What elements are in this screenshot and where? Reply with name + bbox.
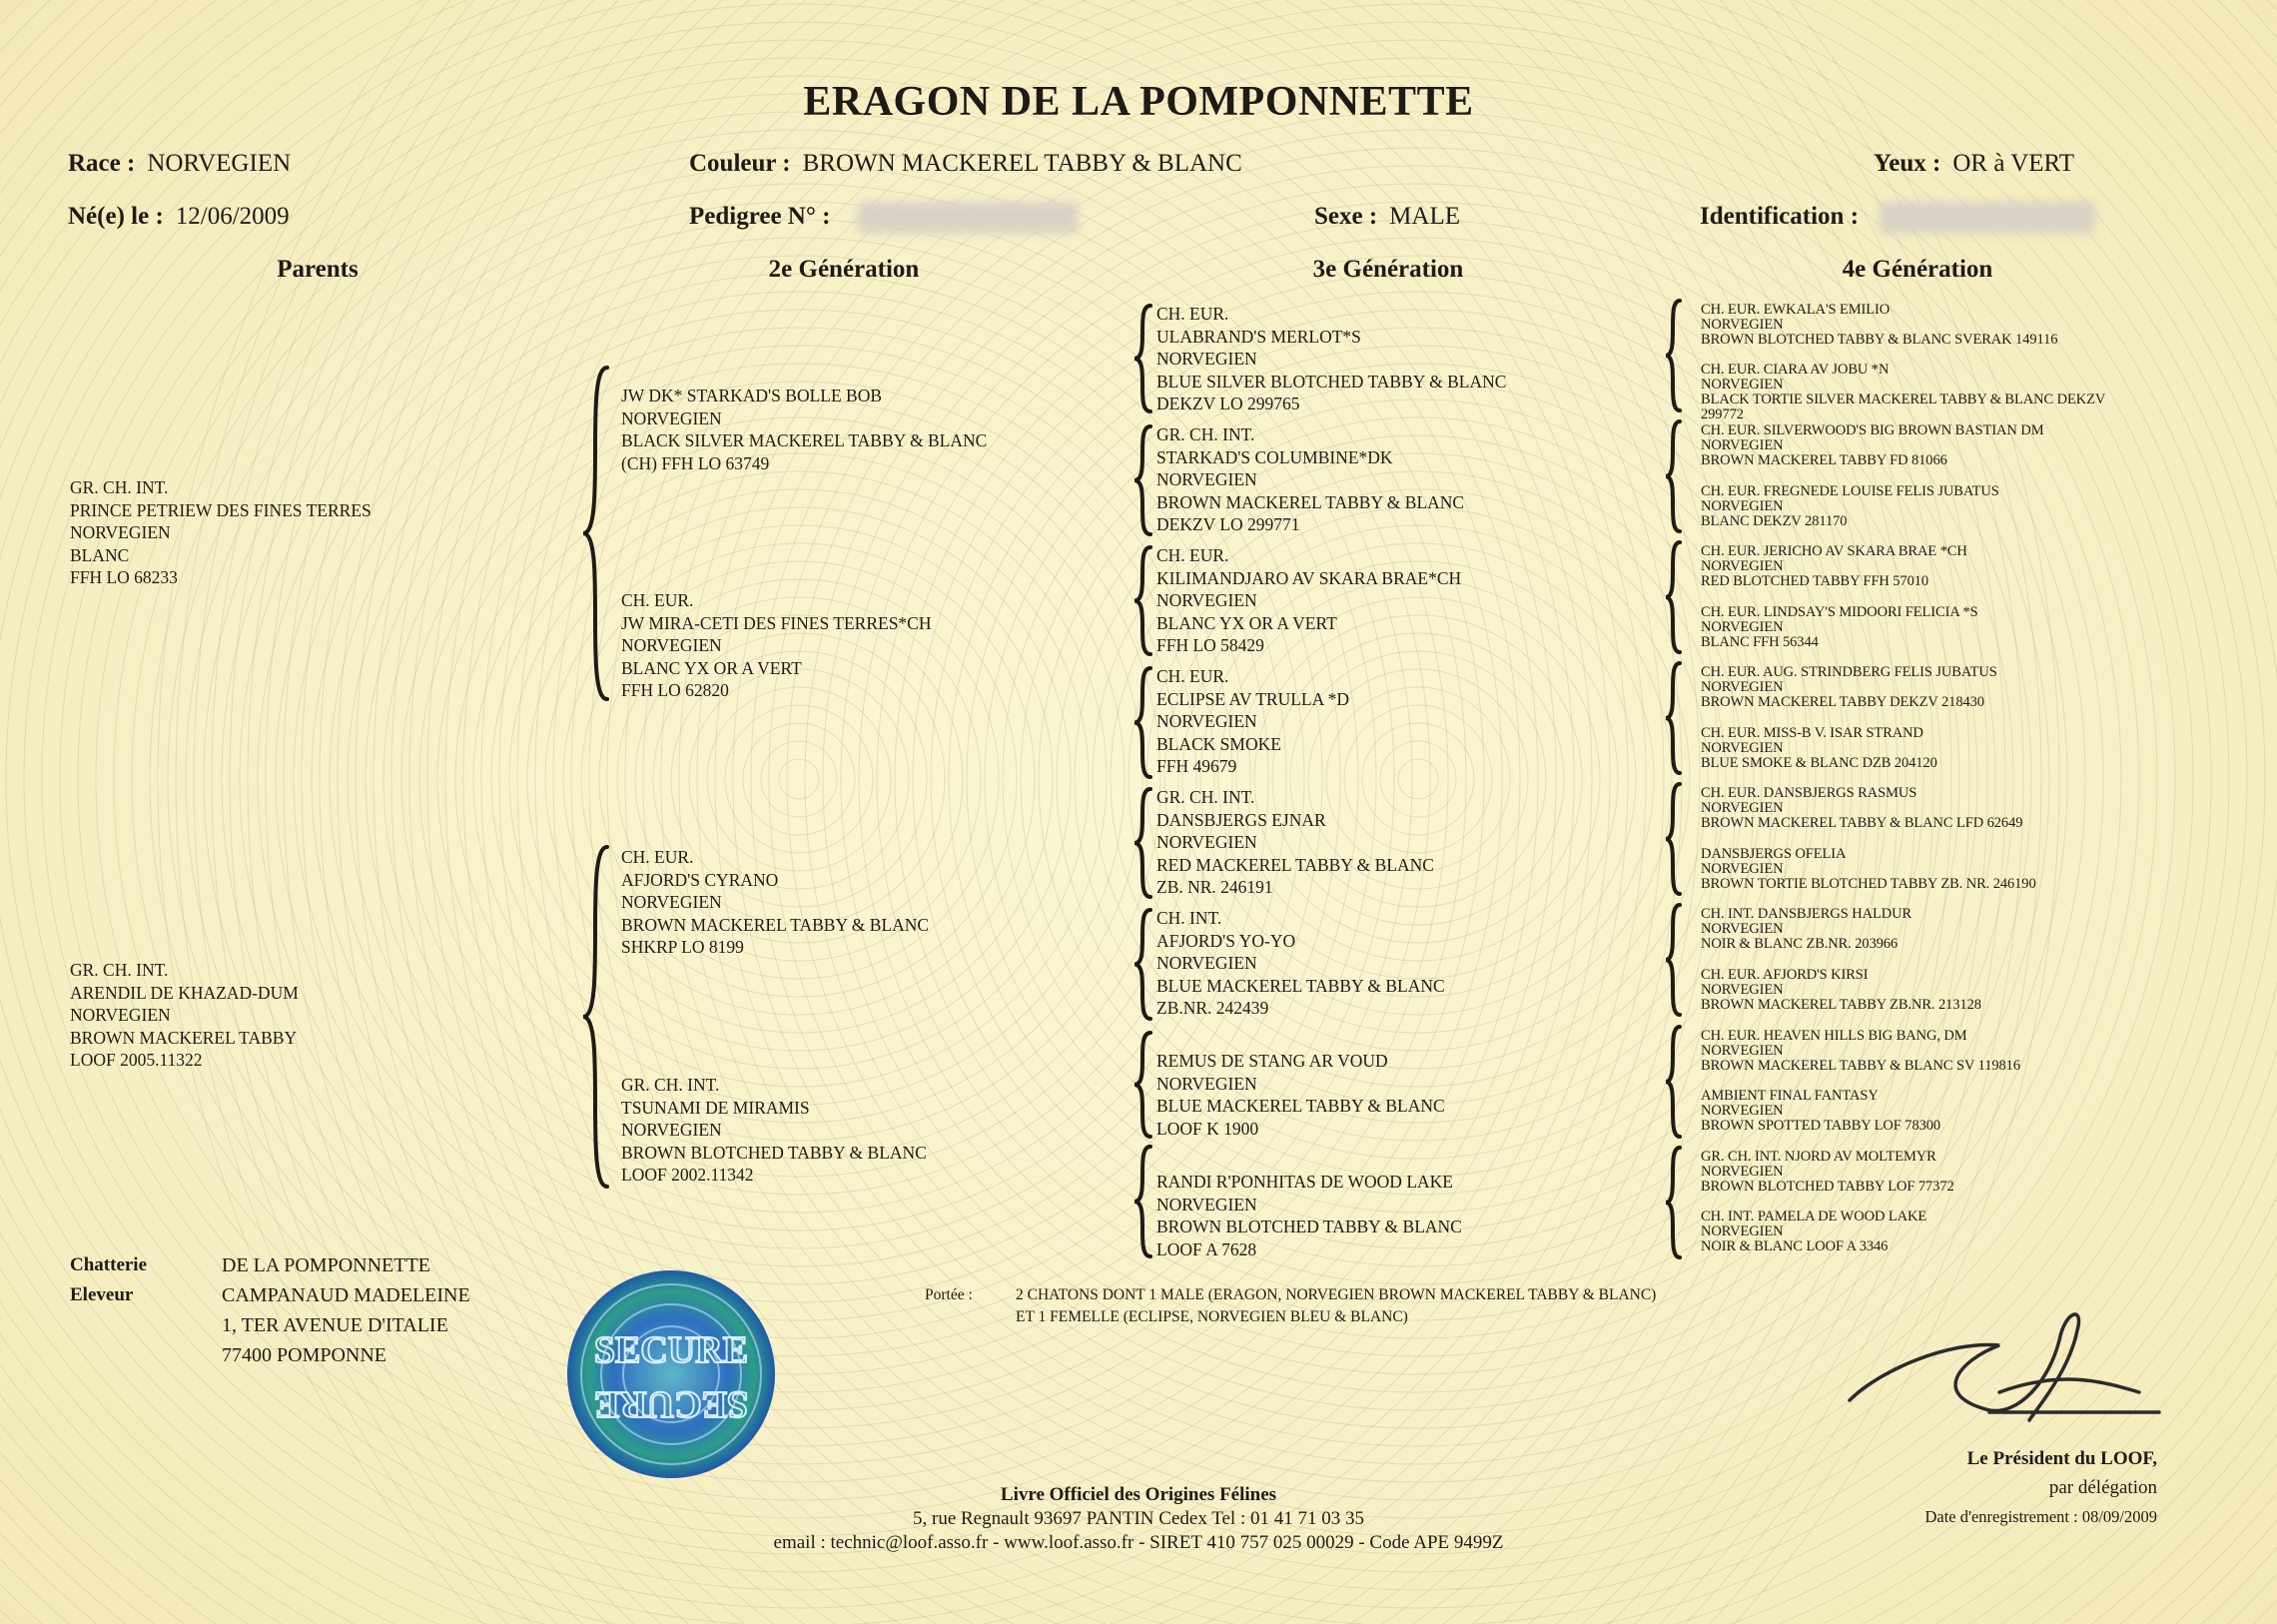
chatterie-value: DE LA POMPONNETTE [222, 1254, 430, 1276]
hologram-security-seal [563, 1266, 779, 1482]
parent-dam: GR. CH. INT. ARENDIL DE KHAZAD-DUM NORVEGIEN BROWN MACKEREL TABBY LOOF 2005.11322 [70, 960, 299, 1070]
brace [1135, 910, 1150, 1019]
footer-organization: Livre Officiel des Origines Félines [1000, 1484, 1277, 1505]
gen4-entry: CH. EUR. HEAVEN HILLS BIG BANG, DM NORVEGIEN BROWN MACKEREL TABBY & BLANC SV 119816 [1701, 1028, 2020, 1074]
brace [1666, 1027, 1680, 1137]
registration-date: Date d'enregistrement : 08/09/2009 [1924, 1507, 2157, 1526]
gen4-entry: CH. EUR. MISS-B V. ISAR STRAND NORVEGIEN BLUE SMOKE & BLANC DZB 204120 [1701, 725, 1937, 771]
gen4-entry: CH. EUR. JERICHO AV SKARA BRAE *CH NORVEGIEN RED BLOTCHED TABBY FFH 57010 [1701, 543, 1967, 589]
gen4-entry: CH. EUR. EWKALA'S EMILIO NORVEGIEN BROWN BLOTCHED TABBY & BLANC SVERAK 149116 [1701, 302, 2058, 348]
gen4-entry: CH. EUR. LINDSAY'S MIDOORI FELICIA *S NORVEGIEN BLANC FFH 56344 [1701, 604, 1978, 650]
gen4-entry: CH. INT. DANSBJERGS HALDUR NORVEGIEN NOIR & BLANC ZB.NR. 203966 [1701, 906, 1912, 952]
brace [1135, 668, 1150, 777]
yeux-value: OR à VERT [1952, 150, 2075, 177]
column-heading-gen3: 3e Génération [1312, 256, 1464, 283]
brace [1135, 1033, 1150, 1137]
gen3-entry: CH. EUR. KILIMANDJARO AV SKARA BRAE*CH NORVEGIEN BLANC YX OR A VERT FFH LO 58429 [1156, 545, 1462, 655]
gen3-entry: GR. CH. INT. DANSBJERGS EJNAR NORVEGIEN RED MACKEREL TABBY & BLANC ZB. NR. 246191 [1156, 787, 1434, 897]
gen2-entry: CH. EUR. AFJORD'S CYRANO NORVEGIEN BROWN MACKEREL TABBY & BLANC SHKRP LO 8199 [621, 847, 930, 957]
brace [1135, 547, 1150, 654]
brace [1135, 426, 1150, 534]
brace [583, 368, 607, 699]
yeux-label: Yeux : [1874, 150, 1941, 177]
footer [0, 1483, 2277, 1555]
gen4-entry: CH. EUR. DANSBJERGS RASMUS NORVEGIEN BROWN MACKEREL TABBY & BLANC LFD 62649 [1701, 785, 2023, 831]
gen3-entry: CH. EUR. ULABRAND'S MERLOT*S NORVEGIEN BLUE SILVER BLOTCHED TABBY & BLANC DEKZV LO 299765 [1156, 304, 1507, 413]
birthdate-label: Né(e) le : [68, 203, 164, 230]
sexe-label: Sexe : [1314, 203, 1378, 230]
brace [1666, 784, 1680, 894]
gen4-entry: CH. EUR. AFJORD'S KIRSI NORVEGIEN BROWN MACKEREL TABBY ZB.NR. 213128 [1701, 967, 1981, 1013]
sexe-value: MALE [1389, 203, 1460, 230]
gen3-entry: REMUS DE STANG AR VOUD NORVEGIEN BLUE MACKEREL TABBY & BLANC LOOF K 1900 [1156, 1051, 1445, 1139]
couleur-label: Couleur : [689, 150, 791, 177]
hologram-text-inverted: SECURE [593, 1383, 749, 1425]
president-signature [1840, 1300, 2169, 1430]
race-label: Race : [68, 150, 136, 177]
brace [1666, 421, 1680, 531]
gen4-entry: AMBIENT FINAL FANTASY NORVEGIEN BROWN SPOTTED TABBY LOF 78300 [1701, 1088, 1941, 1134]
litter-details: 2 CHATONS DONT 1 MALE (ERAGON, NORVEGIEN BROWN MACKEREL TABBY & BLANC) ET 1 FEMELLE (ECLIPSE, NORVEGIEN BLEU & BLANC) [1016, 1286, 1657, 1325]
gen3-entry: GR. CH. INT. STARKAD'S COLUMBINE*DK NORVEGIEN BROWN MACKEREL TABBY & BLANC DEKZV LO 299771 [1156, 424, 1465, 534]
breeder-values [222, 1250, 470, 1370]
gen4-entry: CH. EUR. SILVERWOOD'S BIG BROWN BASTIAN DM NORVEGIEN BROWN MACKEREL TABBY FD 81066 [1701, 422, 2044, 468]
parent-sire: GR. CH. INT. PRINCE PETRIEW DES FINES TERRES NORVEGIEN BLANC FFH LO 68233 [70, 477, 372, 587]
brace [583, 847, 607, 1187]
breeder-labels [70, 1250, 147, 1310]
footer-address: 5, rue Regnault 93697 PANTIN Cedex Tel : 01 41 71 03 35 [913, 1508, 1364, 1529]
gen2-entry: CH. EUR. JW MIRA-CETI DES FINES TERRES*CH NORVEGIEN BLANC YX OR A VERT FFH LO 62820 [621, 590, 932, 700]
column-heading-gen4: 4e Génération [1842, 256, 1993, 283]
gen4-entry: GR. CH. INT. NJORD AV MOLTEMYR NORVEGIEN BROWN BLOTCHED TABBY LOF 77372 [1701, 1149, 1954, 1195]
president-title: Le Président du LOOF, [1966, 1448, 2157, 1469]
eleveur-city: 77400 POMPONNE [222, 1344, 387, 1366]
brace [1135, 306, 1150, 411]
brace [1135, 789, 1150, 897]
litter-label: Portée : [925, 1286, 973, 1303]
identification-label: Identification : [1700, 203, 1860, 230]
brace [1666, 542, 1680, 652]
gen2-entry: GR. CH. INT. TSUNAMI DE MIRAMIS NORVEGIEN BROWN BLOTCHED TABBY & BLANC LOOF 2002.11342 [621, 1075, 927, 1185]
gen4-entry: CH. INT. PAMELA DE WOOD LAKE NORVEGIEN NOIR & BLANC LOOF A 3346 [1701, 1209, 1927, 1254]
pedigree-label: Pedigree N° : [689, 203, 831, 230]
chatterie-label: Chatterie [70, 1254, 148, 1275]
gen4-entry: DANSBJERGS OFELIA NORVEGIEN BROWN TORTIE BLOTCHED TABBY ZB. NR. 246190 [1701, 846, 2036, 892]
gen3-entry: CH. INT. AFJORD'S YO-YO NORVEGIEN BLUE MACKEREL TABBY & BLANC ZB.NR. 242439 [1156, 908, 1445, 1018]
column-heading-parents: Parents [277, 256, 359, 283]
column-heading-gen2: 2e Génération [768, 256, 920, 283]
eleveur-name: CAMPANAUD MADELEINE [222, 1284, 470, 1306]
race-value: NORVEGIEN [147, 150, 292, 177]
gen3-entry: RANDI R'PONHITAS DE WOOD LAKE NORVEGIEN BROWN BLOTCHED TABBY & BLANC LOOF A 7628 [1156, 1172, 1462, 1259]
brace [1666, 1148, 1680, 1257]
delegation-text: par délégation [2048, 1477, 2157, 1498]
brace [1666, 905, 1680, 1015]
hologram-text: SECURE [593, 1329, 749, 1371]
birthdate-value: 12/06/2009 [175, 203, 290, 230]
eleveur-label: Eleveur [70, 1284, 134, 1305]
footer-contact: email : technic@loof.asso.fr - www.loof.asso.fr - SIRET 410 757 025 00029 - Code APE 9499Z [773, 1532, 1504, 1553]
cat-name-title: ERAGON DE LA POMPONNETTE [803, 79, 1474, 125]
eleveur-address: 1, TER AVENUE D'ITALIE [222, 1314, 448, 1336]
brace [1666, 663, 1680, 773]
gen4-entry: CH. EUR. AUG. STRINDBERG FELIS JUBATUS NORVEGIEN BROWN MACKEREL TABBY DEKZV 218430 [1701, 664, 1997, 710]
couleur-value: BROWN MACKEREL TABBY & BLANC [802, 150, 1242, 177]
gen3-entry: CH. EUR. ECLIPSE AV TRULLA *D NORVEGIEN BLACK SMOKE FFH 49679 [1156, 666, 1350, 776]
gen4-entry: CH. EUR. CIARA AV JOBU *N NORVEGIEN BLACK TORTIE SILVER MACKEREL TABBY & BLANC DEKZV 299772 [1701, 362, 2106, 422]
brace [1135, 1147, 1150, 1256]
brace [1666, 301, 1680, 410]
gen2-entry: JW DK* STARKAD'S BOLLE BOB NORVEGIEN BLACK SILVER MACKEREL TABBY & BLANC (CH) FFH LO 63749 [621, 386, 988, 473]
gen4-entry: CH. EUR. FREGNEDE LOUISE FELIS JUBATUS NORVEGIEN BLANC DEKZV 281170 [1701, 483, 1999, 529]
